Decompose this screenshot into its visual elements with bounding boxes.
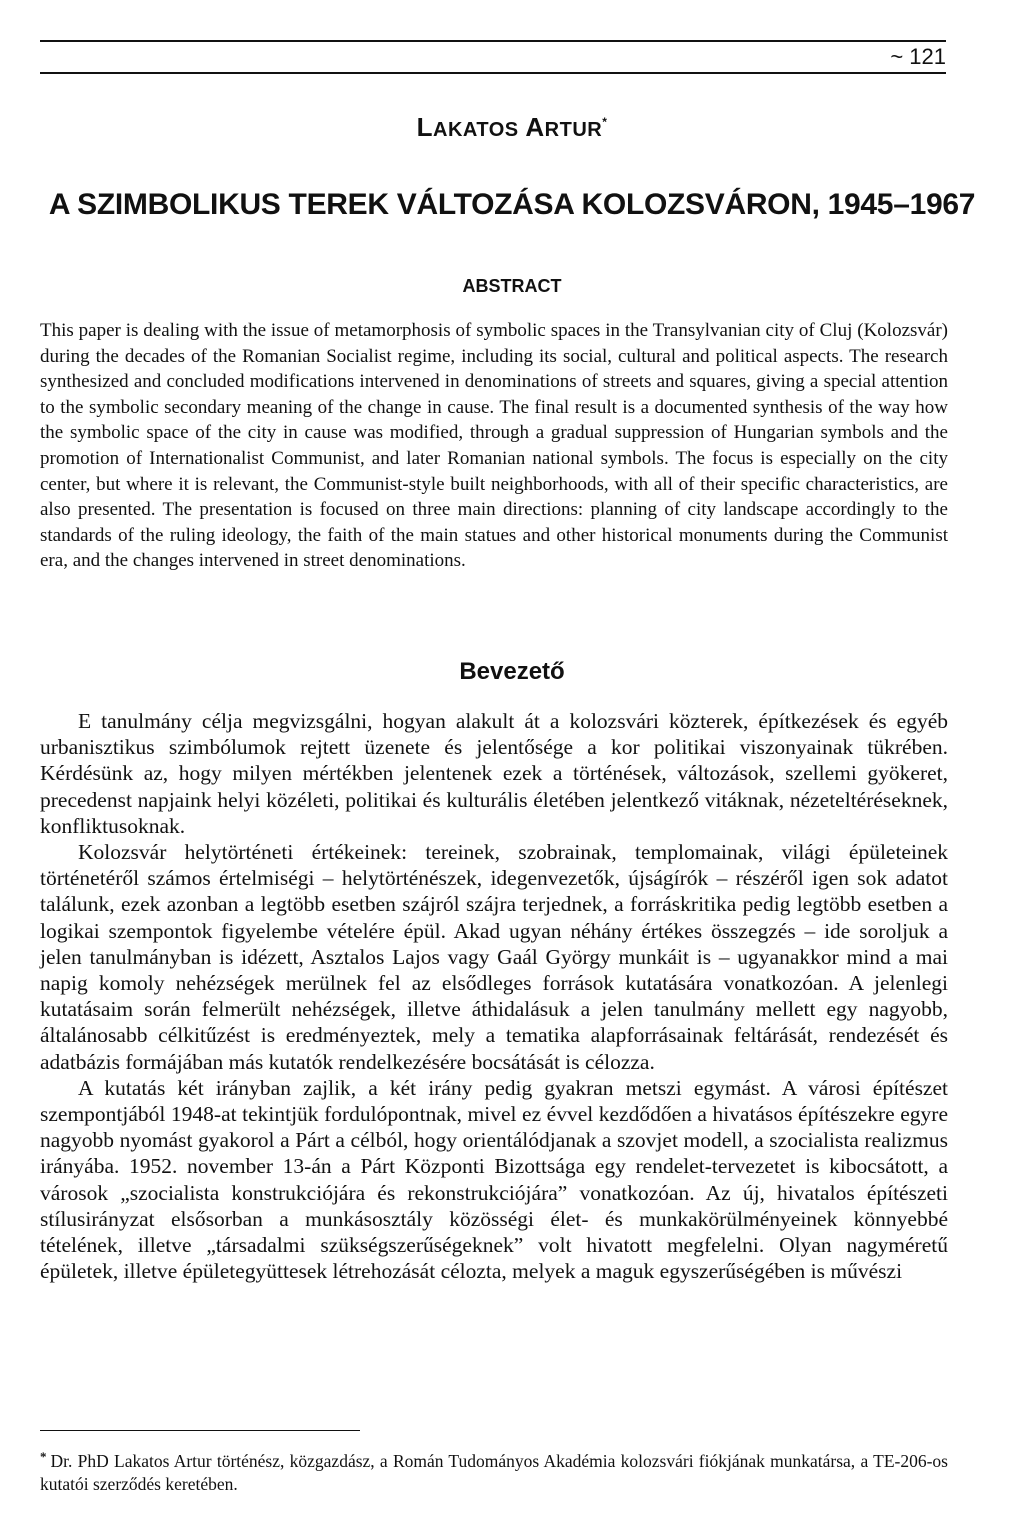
author-surname-rest: AKATOS [433, 119, 519, 141]
body-text [40, 708, 948, 1284]
author-given-rest: RTUR [544, 119, 603, 141]
body-paragraph: Kolozsvár helytörténeti értékeinek: tereinek, szobrainak, templomainak, világi épületeinek történetéről számos értelmiségi – helytörténészek, idegenvezetők, újságírók – részéről igen sok adatot találunk, ezek azonban a legtöbb esetben szájról szájra terjednek, a forráskritika pedig legtöbb esetben a logikai szempontok figyelembe vételére épül. Akad ugyan néhány értékes összegzés – ide soroljuk a jelen tanulmányban is idézett, Asztalos Lajos vagy Gaál György munkáit is – ugyanakkor mind a mai napig komoly nehézségek merülnek fel az elsődleges források kutatására vonatkozóan. A jelenlegi kutatásaim során felmerült nehézségek, illetve áthidalásuk a jelen tanulmány mellett egy nagyobb, általánosabb célkitűzést is eredményeztek, mely a tematika alapforrásainak feltárását, rendezését és adatbázis formájában más kutatók rendelkezésére bocsátását is célozza. [40, 840, 948, 1074]
header-rule [40, 40, 946, 42]
body-paragraph: E tanulmány célja megvizsgálni, hogyan alakult át a kolozsvári közterek, építkezések és egyéb urbanisztikus szimbólumok rejtett üzenete és jelentősége a kor politikai viszonyainak tükrében. Kérdésünk az, hogy milyen mértékben jelentenek ezek a történések, változások, szellemi gyökeret, precedenst napjaink helyi közéleti, politikai és kulturális életében jelentkező vitáknak, nézeteltéréseknek, konfliktusoknak. [40, 709, 948, 838]
body-paragraph: A kutatás két irányban zajlik, a két irány pedig gyakran metszi egymást. A városi építészet szempontjából 1948-at tekintjük fordulópontnak, mivel ez évvel kezdődően a hivatásos építészekre egyre nagyobb nyomást gyakorol a Párt a célból, hogy orientálódjanak a szovjet modell, a szocialista realizmus irányába. 1952. november 13-án a Párt Központi Bizottsága egy rendelet-tervezetet is kibocsátott, a városok „szocialista konstrukciójára és rekonstrukciójára” vonatkozóan. Az új, hivatalos építészeti stílusirányzat elsősorban a munkásosztály közösségi élet- és munkakörülményeinek könnyebbé tételének, illetve „társadalmi szükségszerűségeknek” volt hivatott megfelelni. Olyan nagyméretű épületek, illetve épületegyüttesek létrehozását célozta, melyek a maguk egyszerűségében is művészi [40, 1075, 948, 1284]
abstract-heading: ABSTRACT [462, 276, 562, 296]
footnote-text: Dr. PhD Lakatos Artur történész, közgazdász, a Román Tudományos Akadémia kolozsvári fiókjának munkatársa, a TE-206-os kutatói szerződés keretében. [40, 1451, 948, 1494]
footnote [40, 1445, 948, 1496]
author-initial: L [416, 112, 433, 142]
abstract-text: This paper is dealing with the issue of metamorphosis of symbolic spaces in the Transylvanian city of Cluj (Kolozsvár) during the decades of the Romanian Socialist regime, including its social, cultural and political aspects. The research synthesized and concluded modifications intervened in denominations of streets and squares, giving a special attention to the symbolic secondary meaning of the change in cause. The final result is a documented synthesis of the way how the symbolic space of the city in cause was modified, through a gradual suppression of Hungarian symbols and the promotion of Internationalist Communist, and later Romanian national symbols. The focus is especially on the city center, but where it is relevant, the Communist-style built neighborhoods, with all of their specific characteristics, are also presented. The presentation is focused on three main directions: planning of city landscape accordingly to the standards of the ruling ideology, the faith of the main statues and other historical monuments during the Communist era, and the changes intervened in street denominations. [40, 320, 948, 572]
section-heading: Bevezető [459, 658, 565, 685]
header-rule-lower [40, 72, 946, 74]
article-title: A SZIMBOLIKUS TEREK VÁLTOZÁSA KOLOZSVÁRON, 1945–1967 [48, 188, 976, 221]
author-footnote-mark: * [602, 115, 608, 129]
page-number: ~ 121 [890, 44, 946, 69]
author-name [0, 112, 1024, 143]
author-initial: A [525, 112, 545, 142]
footnote-rule [40, 1430, 360, 1431]
footnote-mark: * [40, 1449, 47, 1464]
